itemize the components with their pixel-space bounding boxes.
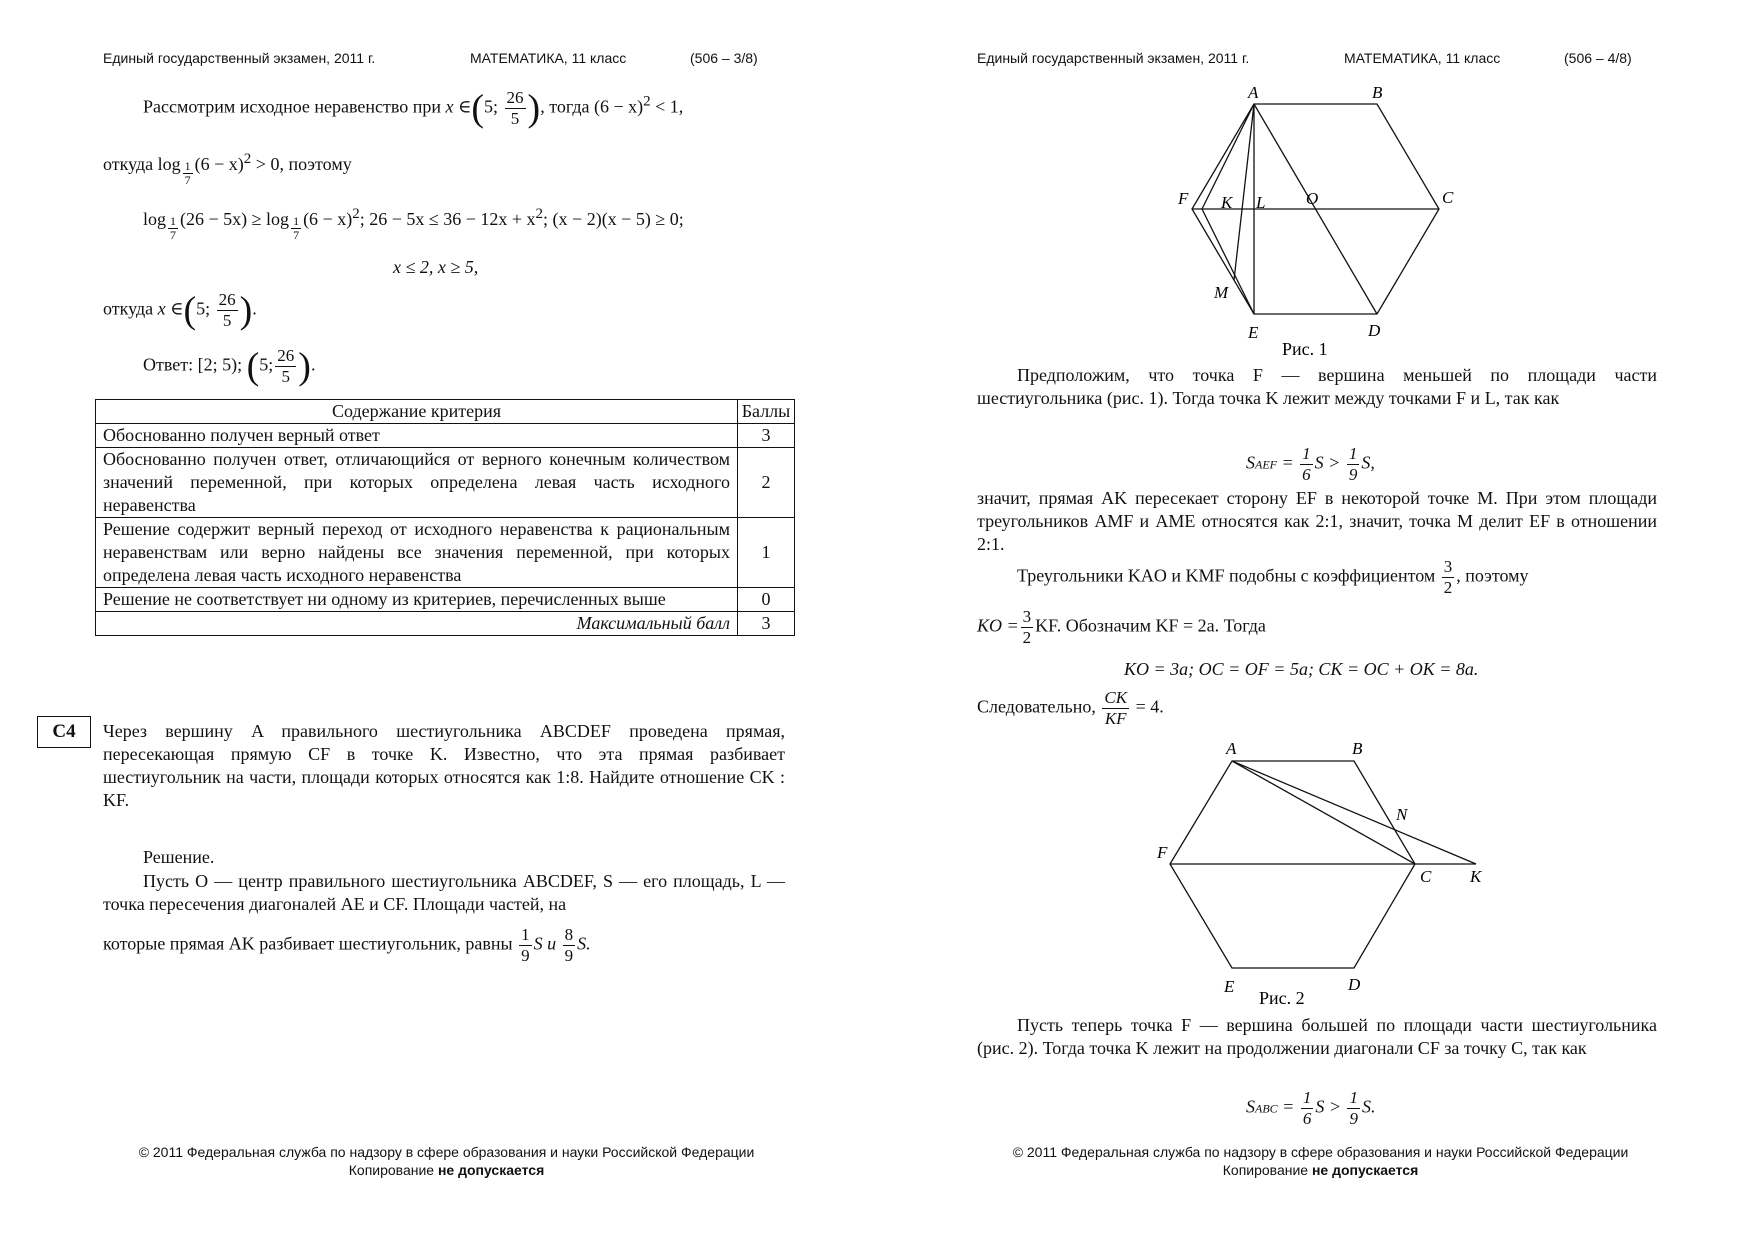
header-code: (506 – 4/8) bbox=[1564, 50, 1632, 66]
label-L: L bbox=[1256, 193, 1266, 212]
label-A: A bbox=[1226, 739, 1237, 758]
table-header-row bbox=[96, 400, 795, 424]
ko-expression: KO = $\frac{3}{2}$ KF. Обозначим KF = 2a. Тогда bbox=[977, 607, 1266, 647]
label-C: C bbox=[1442, 188, 1454, 207]
label-N: N bbox=[1396, 805, 1408, 824]
criterion-points: 0 bbox=[738, 588, 795, 612]
footer bbox=[884, 1143, 1757, 1179]
label-D: D bbox=[1348, 975, 1361, 994]
table-header-cell: Баллы bbox=[738, 400, 795, 424]
label-B: B bbox=[1372, 83, 1383, 102]
criterion-text: Обоснованно получен верный ответ bbox=[96, 424, 738, 448]
header-exam: Единый государственный экзамен, 2011 г. bbox=[977, 50, 1250, 66]
right-page bbox=[874, 0, 1747, 1239]
criterion-text: Обоснованно получен ответ, отличающийся от верного конечным количеством значений переменной, при которых определена левая часть исходного неравенства bbox=[96, 448, 738, 518]
label-K: K bbox=[1470, 867, 1482, 886]
criterion-points: 2 bbox=[738, 448, 795, 518]
footer-copyright: © 2011 Федеральная служба по надзору в сфере образования и науки Российской Федерации bbox=[1012, 1144, 1629, 1160]
criterion-points: 3 bbox=[738, 424, 795, 448]
figure-1-caption: Рис. 1 bbox=[1282, 339, 1328, 359]
equation-area-abc: SABC = $\frac{1}{6}$ S > $\frac{1}{9}$ S. bbox=[1246, 1088, 1376, 1128]
criterion-text: Решение содержит верный переход от исходного неравенства к рациональным неравенствам или верно найдены все значения переменной, при которых определена левая часть исходного неравенства bbox=[96, 518, 738, 588]
max-score-value: 3 bbox=[738, 612, 795, 636]
label-A: A bbox=[1248, 83, 1259, 102]
label-K: K bbox=[1221, 193, 1233, 212]
solution-label: Решение. bbox=[143, 847, 215, 867]
figure-2-caption: Рис. 2 bbox=[1259, 988, 1305, 1008]
log-transform: log $\frac{1}{7}$ (26 − 5x) ≥ log $\frac{1}{7}$ $(6 - x)^2$; $26 - 5x \le 36 - 12x + x^2$; (x − 2)(x − 5) ≥ 0; bbox=[143, 206, 684, 242]
criterion-points: 1 bbox=[738, 518, 795, 588]
figure-1-hexagon bbox=[1174, 80, 1454, 359]
footer bbox=[10, 1143, 883, 1179]
paragraph-case2: Пусть теперь точка F — вершина большей по площади части шестиугольника (рис. 2). Тогда точка K лежит на продолжении диагонали CF за точку C, так как bbox=[977, 1015, 1657, 1058]
conclusion-case1: Следовательно, $\frac{CK}{KF}$ = 4. bbox=[977, 688, 1164, 728]
label-E: E bbox=[1224, 977, 1235, 996]
table-header-cell: Содержание критерия bbox=[96, 400, 738, 424]
max-score-label: Максимальный балл bbox=[96, 612, 738, 636]
label-F: F bbox=[1157, 843, 1168, 862]
footer-copyright: © 2011 Федеральная служба по надзору в сфере образования и науки Российской Федерации bbox=[138, 1144, 755, 1160]
c4-problem: Через вершину A правильного шестиугольника ABCDEF проведена прямая, пересекающая прямую CF в точке K. Известно, что эта прямая разбивает шестиугольник на части, площади которых относятся как 1:8. Найдите отношение CK : KF. bbox=[103, 721, 785, 810]
footer-copy-notice: Копирование не допускается bbox=[1222, 1162, 1419, 1178]
left-page bbox=[0, 0, 873, 1239]
table-row bbox=[96, 518, 795, 588]
solution-text: Пусть O — центр правильного шестиугольника ABCDEF, S — его площадь, L — точка пересечения диагоналей AE и CF. Площади частей, на bbox=[103, 871, 785, 914]
label-O: O bbox=[1306, 189, 1319, 208]
header-exam: Единый государственный экзамен, 2011 г. bbox=[103, 50, 376, 66]
label-D: D bbox=[1368, 321, 1381, 340]
label-F: F bbox=[1178, 189, 1189, 208]
inequality-intro: Рассмотрим исходное неравенство при x ∈(5; $\frac{26}{5}$ ), тогда $(6 - x)^2 < 1$, bbox=[143, 87, 684, 130]
criterion-text: Решение не соответствует ни одному из критериев, перечисленных выше bbox=[96, 588, 738, 612]
table-row bbox=[96, 424, 795, 448]
criteria-table bbox=[95, 399, 795, 636]
paragraph-point-m: значит, прямая AK пересекает сторону EF в некоторой точке M. При этом площади треугольников AMF и AME относятся как 2:1, значит, точка M делит EF в отношении 2:1. bbox=[977, 488, 1657, 554]
interval-result: откуда x ∈(5; $\frac{26}{5}$ ). bbox=[103, 289, 257, 332]
equation-area-aef: SAEF = $\frac{1}{6}$ S > $\frac{1}{9}$ S, bbox=[1246, 444, 1375, 484]
table-row bbox=[96, 588, 795, 612]
roots-line: x ≤ 2, x ≥ 5, bbox=[393, 257, 479, 277]
header-subject: МАТЕМАТИКА, 11 класс bbox=[470, 50, 627, 66]
paragraph-case1: Предположим, что точка F — вершина меньшей по площади части шестиугольника (рис. 1). Тогда точка K лежит между точками F и L, так как bbox=[977, 365, 1657, 408]
log-statement: откуда log $\frac{1}{7}$ $(6 - x)^2 > 0$, поэтому bbox=[103, 151, 352, 187]
figure-2-hexagon bbox=[1154, 732, 1494, 1012]
answer-line: Ответ: [2; 5); (5; $\frac{26}{5}$ ). bbox=[143, 345, 316, 388]
header-subject: МАТЕМАТИКА, 11 класс bbox=[1344, 50, 1501, 66]
header-code: (506 – 3/8) bbox=[690, 50, 758, 66]
label-E: E bbox=[1248, 323, 1259, 342]
label-C: C bbox=[1420, 867, 1432, 886]
solution-areas: которые прямая AK разбивает шестиугольник, равны $\frac{1}{9}$ S и $\frac{8}{9}$ S. bbox=[103, 925, 591, 965]
equation-lengths: KO = 3a; OC = OF = 5a; CK = OC + OK = 8a. bbox=[1124, 659, 1479, 679]
table-row bbox=[96, 448, 795, 518]
table-row bbox=[96, 612, 795, 636]
task-label-c4: C4 bbox=[37, 716, 91, 748]
label-M: M bbox=[1214, 283, 1229, 302]
similar-triangles: Треугольники KAO и KMF подобны с коэффициентом $\frac{3}{2}$ , поэтому bbox=[1017, 557, 1529, 597]
label-B: B bbox=[1352, 739, 1363, 758]
footer-copy-notice: Копирование не допускается bbox=[348, 1162, 545, 1178]
